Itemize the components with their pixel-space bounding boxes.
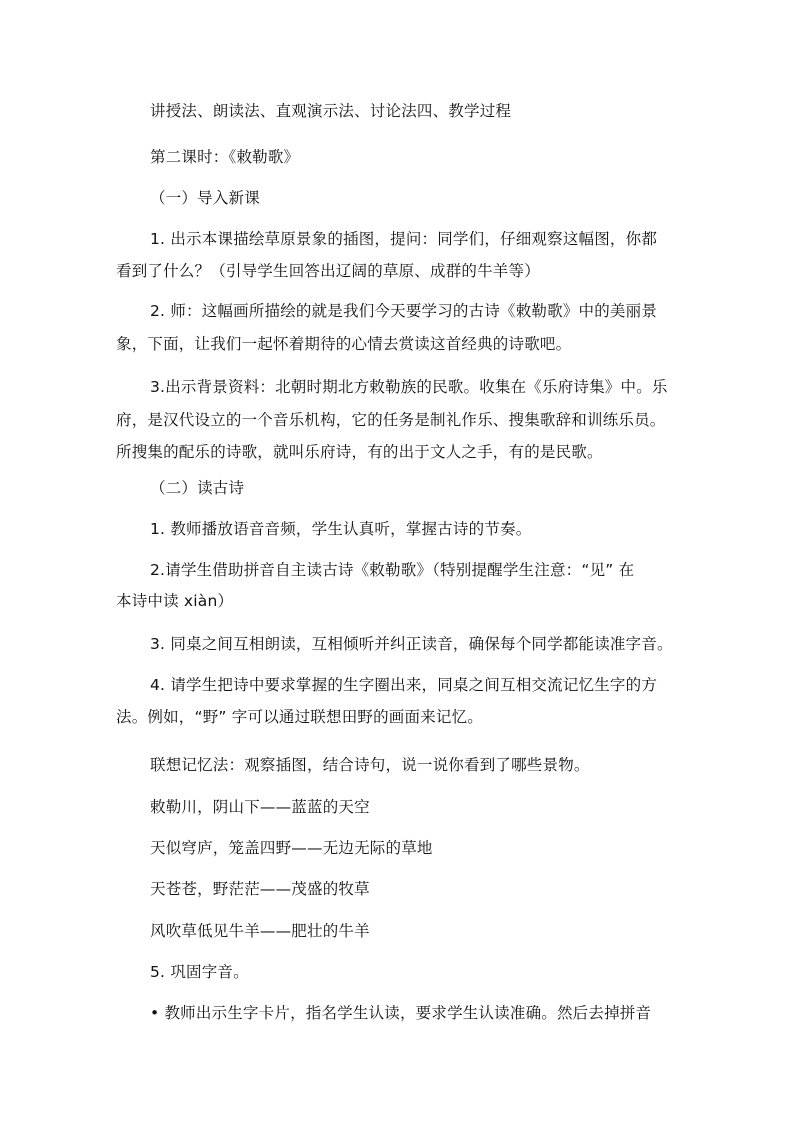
text-line: 看到了什么？（引导学生回答出辽阔的草原、成群的牛羊等） — [116, 262, 540, 280]
text-line: 敕勒川，阴山下——蓝蓝的天空 — [150, 798, 370, 816]
text-line: 第二课时：《敕勒歌》 — [150, 148, 300, 166]
text-line: 府，是汉代设立的一个音乐机构，它的任务是制礼作乐、搜集歌辞和训练乐员。 — [116, 411, 666, 429]
text-line: 天苍苍，野茫茫——茂盛的牧草 — [150, 880, 370, 898]
text-line: 联想记忆法：观察插图，结合诗句，说一说你看到了哪些景物。 — [150, 756, 590, 774]
text-line: 本诗中读 xiàn） — [116, 592, 234, 610]
text-line: 3.出示背景资料：北朝时期北方敕勒族的民歌。收集在《乐府诗集》中。乐 — [150, 378, 668, 396]
text-line: 3. 同桌之间互相朗读，互相倾听并纠正读音，确保每个同学都能读准字音。 — [150, 635, 673, 653]
text-line: 风吹草低见牛羊——肥壮的牛羊 — [150, 922, 370, 940]
text-line: 1. 教师播放语音音频，学生认真听，掌握古诗的节奏。 — [150, 520, 532, 538]
section-heading: （二）读古诗 — [150, 479, 245, 497]
text-line: 天似穹庐，笼盖四野——无边无际的草地 — [150, 839, 433, 857]
text-line: 4. 请学生把诗中要求掌握的生字圈出来，同桌之间互相交流记忆生字的方 — [150, 676, 658, 694]
text-line: 所搜集的配乐的诗歌，就叫乐府诗，有的出于文人之手，有的是民歌。 — [116, 443, 603, 461]
text-line: 象，下面，让我们一起怀着期待的心情去赏读这首经典的诗歌吧。 — [116, 335, 572, 353]
text-line: 2.请学生借助拼音自主读古诗《敕勒歌》（特别提醒学生注意：“见” 在 — [150, 561, 635, 579]
text-line: 5. 巩固字音。 — [150, 963, 249, 981]
text-line: 讲授法、朗读法、直观演示法、讨论法四、教学过程 — [150, 102, 512, 120]
bullet-item: • 教师出示生字卡片，指名学生认读，要求学生认读准确。然后去掉拼音 — [150, 1004, 652, 1022]
text-line: 2. 师：这幅画所描绘的就是我们今天要学习的古诗《敕勒歌》中的美丽景 — [150, 302, 658, 320]
text-line: 法。例如，“野” 字可以通过联想田野的画面来记忆。 — [116, 708, 483, 726]
text-line: 1. 出示本课描绘草原景象的插图，提问：同学们，仔细观察这幅图，你都 — [150, 230, 658, 248]
section-heading: （一）导入新课 — [150, 189, 260, 207]
